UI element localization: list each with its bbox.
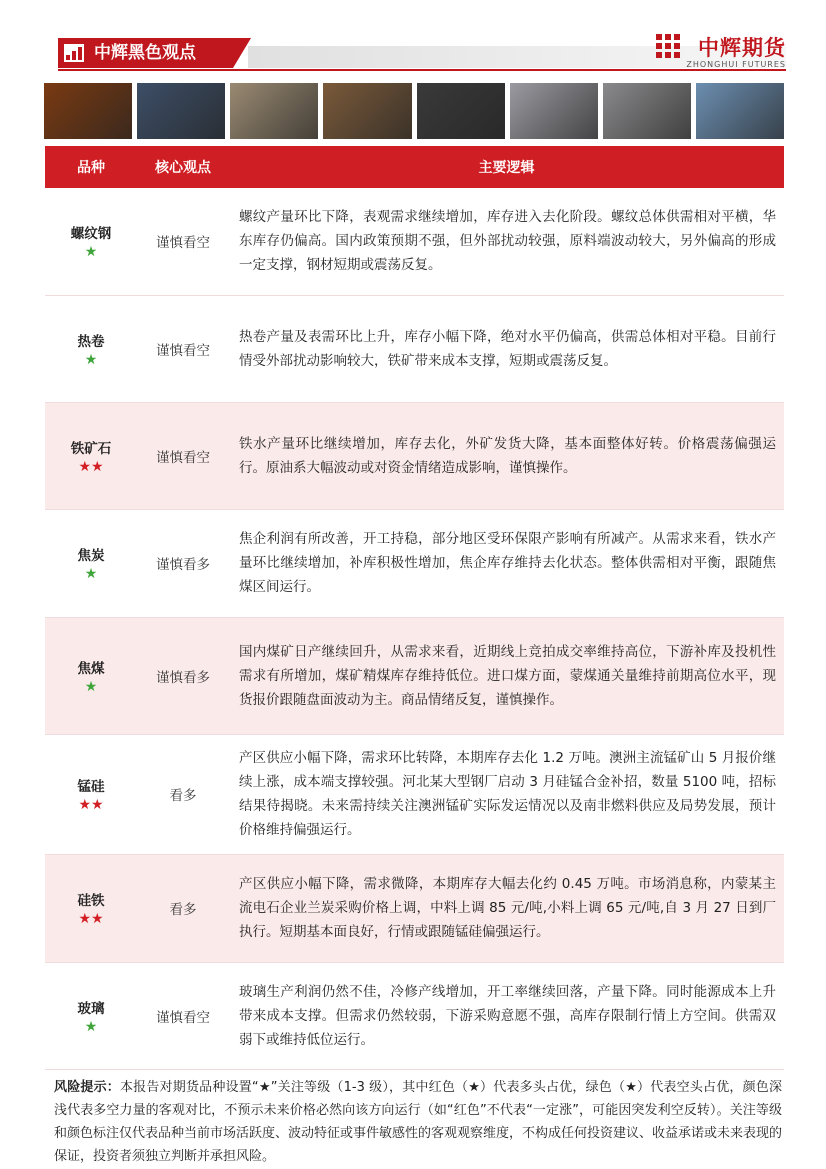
risk-disclaimer — [54, 1076, 782, 1168]
commodity-cell — [45, 734, 137, 854]
table-row — [45, 295, 784, 402]
company-name: 中辉期货 — [698, 36, 786, 60]
core-view-cell: 谨慎看空 — [137, 295, 229, 402]
commodity-cell — [45, 188, 137, 295]
commodity-cell — [45, 854, 137, 962]
company-logo-icon — [656, 34, 682, 58]
section-title: 中辉黑色观点 — [94, 43, 196, 63]
rebar-bundle-photo — [603, 83, 691, 139]
commodity-cell — [45, 617, 137, 734]
table-header-row — [45, 146, 784, 188]
commodity-view-table — [45, 146, 784, 1070]
table-row — [45, 188, 784, 295]
main-logic-cell: 玻璃生产利润仍然不佳，冷修产线增加，开工率继续回落，产量下降。同时能源成本上升带来成本支撑。但需求仍然较弱，下游采购意愿不强，高库存限制行情上方空间。供需双弱下或维持低位运行。 — [229, 962, 784, 1069]
table-row — [45, 854, 784, 962]
header-core-view: 核心观点 — [137, 146, 229, 188]
open-pit-mine-photo — [230, 83, 318, 139]
rating-stars-icon: ★ — [84, 351, 98, 368]
section-title-tab — [58, 38, 233, 68]
company-name-en: ZHONGHUI FUTURES — [686, 60, 786, 69]
rating-stars-icon: ★ — [84, 678, 98, 695]
main-logic-cell: 铁水产量环比继续增加，库存去化，外矿发货大降，基本面整体好转。价格震荡偏强运行。原油系大幅波动或对资金情绪造成影响，谨慎操作。 — [229, 402, 784, 509]
commodity-cell — [45, 295, 137, 402]
company-logo — [686, 32, 786, 69]
main-logic-cell: 国内煤矿日产继续回升，从需求来看，近期线上竞拍成交率维持高位，下游补库及投机性需求有所增加，煤矿精煤库存维持低位。进口煤方面，蒙煤通关量维持前期高位水平，现货报价跟随盘面波动为主。商品情绪反复，谨慎操作。 — [229, 617, 784, 734]
bridge-photo — [696, 83, 784, 139]
core-view-cell: 看多 — [137, 854, 229, 962]
main-logic-cell: 热卷产量及表需环比上升，库存小幅下降，绝对水平仍偏高，供需总体相对平稳。目前行情受外部扰动影响较大，铁矿带来成本支撑，短期或震荡反复。 — [229, 295, 784, 402]
commodity-cell — [45, 509, 137, 617]
core-view-cell: 谨慎看空 — [137, 962, 229, 1069]
header-main-logic: 主要逻辑 — [229, 146, 784, 188]
commodity-name: 焦炭 — [77, 548, 105, 564]
rating-stars-icon: ★★ — [78, 458, 104, 475]
table-row — [45, 402, 784, 509]
risk-label: 风险提示： — [54, 1080, 120, 1095]
rating-stars-icon: ★★ — [78, 911, 104, 927]
main-logic-cell: 产区供应小幅下降，需求微降，本期库存大幅去化约 0.45 万吨。市场消息称，内蒙某主流电石企业兰炭采购价格上调，中料上调 85 元/吨,小料上调 65 元/吨,自 3 月 27 日到厂执行。短期基本面良好，行情或跟随锰硅偏强运行。 — [229, 854, 784, 962]
commodity-name: 硅铁 — [77, 893, 105, 909]
page-header — [58, 38, 786, 72]
rating-stars-icon: ★ — [84, 244, 98, 261]
commodity-cell — [45, 962, 137, 1069]
excavator-photo — [323, 83, 411, 139]
main-logic-cell: 焦企利润有所改善，开工持稳，部分地区受环保限产影响有所减产。从需求来看，铁水产量环比继续增加，补库积极性增加，焦企库存维持去化状态。整体供需相对平衡，跟随焦煤区间运行。 — [229, 509, 784, 617]
core-view-cell: 谨慎看多 — [137, 617, 229, 734]
table-row — [45, 962, 784, 1069]
photo-banner — [44, 83, 784, 139]
coal-miners-photo — [417, 83, 505, 139]
table-row — [45, 509, 784, 617]
rating-stars-icon: ★ — [84, 1018, 98, 1035]
commodity-name: 锰硅 — [77, 779, 105, 795]
rating-stars-icon: ★★ — [78, 797, 104, 813]
silicon-metal-photo — [510, 83, 598, 139]
commodity-name: 热卷 — [77, 333, 105, 350]
commodity-name: 螺纹钢 — [70, 226, 112, 243]
table-row — [45, 734, 784, 854]
core-view-cell: 谨慎看空 — [137, 188, 229, 295]
main-logic-cell: 产区供应小幅下降，需求环比转降，本期库存去化 1.2 万吨。澳洲主流锰矿山 5 月报价继续上涨，成本端支撑较强。河北某大型钢厂启动 3 月硅锰合金补招，数量 5100 吨，招标结果待揭晓。未来需持续关注澳洲锰矿实际发运情况以及南非燃料供应及局势发展，预计价格维持偏强运行。 — [229, 734, 784, 854]
commodity-name: 玻璃 — [77, 1000, 105, 1017]
main-logic-cell: 螺纹产量环比下降，表观需求继续增加，库存进入去化阶段。螺纹总体供需相对平横，华东库存仍偏高。国内政策预期不强，但外部扰动较强，原料端波动较大，另外偏高的形成一定支撑，钢材短期或震荡反复。 — [229, 188, 784, 295]
commodity-cell — [45, 402, 137, 509]
core-view-cell: 谨慎看空 — [137, 402, 229, 509]
bar-chart-icon — [64, 44, 84, 62]
core-view-cell: 谨慎看多 — [137, 509, 229, 617]
core-view-cell: 看多 — [137, 734, 229, 854]
table-row — [45, 617, 784, 734]
risk-text: 本报告对期货品种设置“★”关注等级（1-3 级），其中红色（★）代表多头占优，绿色（★）代表空头占优，颜色深浅代表多空力量的客观对比，不预示未来价格必然向该方向运行（如“红色”不代表“一定涨”，可能因突发利空反转）。关注等级和颜色标注仅代表品种当前市场活跃度、波动特征或事件敏感性的客观观察维度，不构成任何投资建议、收益承诺或未来表现的保证，投资者须独立判断并承担风险。 — [54, 1080, 783, 1164]
header-commodity: 品种 — [45, 146, 137, 188]
header-divider — [58, 69, 786, 71]
commodity-name: 焦煤 — [77, 660, 105, 677]
molten-steel-photo — [44, 83, 132, 139]
rating-stars-icon: ★ — [84, 566, 98, 582]
steel-mill-photo — [137, 83, 225, 139]
commodity-name: 铁矿石 — [70, 440, 112, 457]
